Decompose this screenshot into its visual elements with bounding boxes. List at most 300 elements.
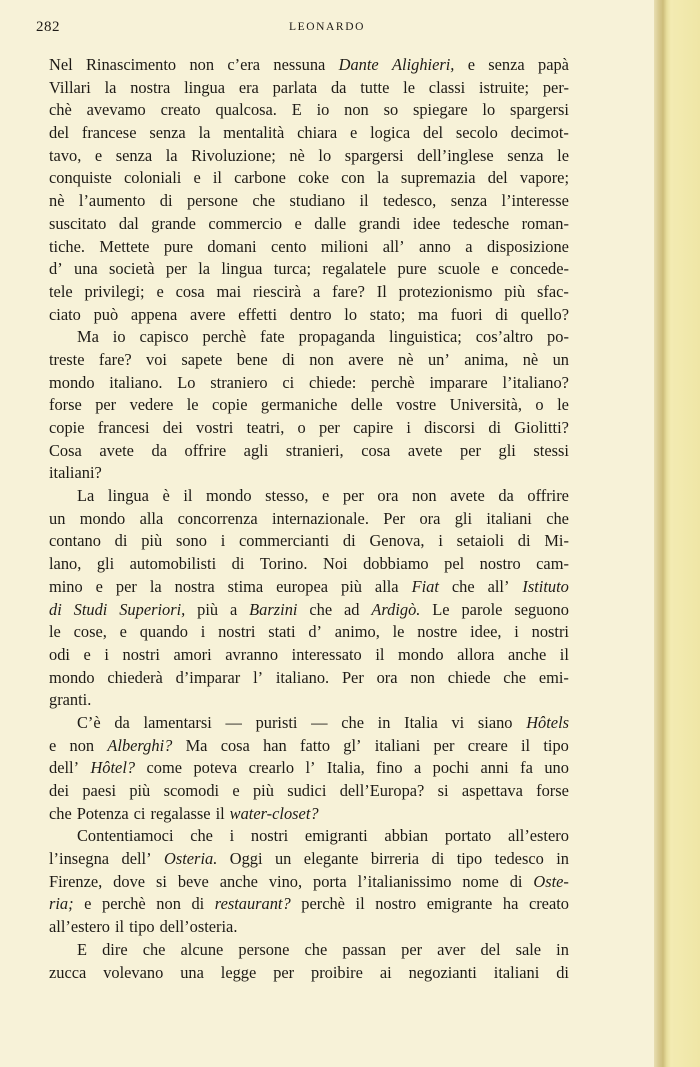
word: avete	[407, 440, 443, 460]
word: più	[252, 781, 274, 800]
word: odi	[49, 644, 70, 664]
word: e	[83, 644, 91, 664]
word: nostri	[218, 622, 256, 642]
word: di	[517, 531, 531, 551]
word: vino,	[268, 871, 303, 891]
text-line	[49, 644, 569, 667]
word: le	[557, 395, 569, 415]
word: c’era	[227, 55, 261, 74]
text-line	[49, 417, 569, 440]
word: supremazia	[400, 168, 476, 188]
word: con	[341, 168, 365, 188]
word: persone	[238, 939, 290, 959]
word: mondo	[49, 372, 95, 392]
word: offrire	[184, 440, 227, 460]
text-line	[49, 190, 569, 213]
word: mai	[216, 281, 242, 301]
word: che	[546, 508, 569, 528]
word: decimot-	[510, 123, 569, 143]
word: italiani	[486, 508, 532, 528]
word: lo	[318, 145, 332, 165]
word: per	[342, 486, 364, 506]
word: per	[165, 259, 187, 279]
word: di	[159, 191, 173, 211]
word: fino	[376, 758, 403, 778]
italic-word: Barzini	[249, 599, 298, 619]
text-line	[49, 712, 569, 735]
word: dell’Europa?	[339, 781, 425, 800]
word: fare?	[98, 349, 132, 369]
word: le	[186, 395, 199, 415]
word: italiano.	[275, 667, 330, 687]
italic-word: Fiat	[411, 576, 439, 596]
word: d’imparar	[175, 667, 241, 687]
word: i	[104, 644, 109, 664]
word: e	[467, 55, 475, 74]
word: ora	[376, 667, 398, 687]
word: pure	[397, 259, 427, 279]
word: dire	[102, 939, 128, 959]
word: gli	[498, 440, 516, 460]
word: senza	[115, 145, 153, 165]
word: Università,	[449, 395, 522, 415]
word: da	[151, 440, 167, 460]
word: gl’	[343, 735, 362, 755]
word: non	[344, 100, 369, 120]
word: i	[514, 622, 519, 642]
word: milioni	[320, 236, 369, 256]
word: quello?	[520, 304, 569, 324]
text-line	[49, 553, 569, 576]
word: più	[129, 781, 151, 800]
word: internazionale.	[271, 508, 369, 528]
word: capire	[353, 418, 394, 437]
word: le	[392, 622, 405, 642]
word: puristi	[255, 712, 298, 732]
word: senza	[149, 123, 186, 143]
italic-word: Hôtels	[526, 712, 569, 732]
text-line	[49, 689, 569, 712]
word: secolo	[455, 123, 498, 143]
word: animo,	[334, 622, 380, 642]
word: un	[49, 508, 66, 528]
text-line	[49, 440, 569, 463]
word: da	[114, 712, 130, 732]
word: nostri	[122, 644, 160, 664]
word: per	[95, 395, 117, 415]
word: interessato	[291, 644, 362, 664]
word: a	[465, 236, 473, 256]
word: cento	[271, 236, 307, 256]
word: tipo	[543, 735, 569, 755]
word: avranno	[225, 644, 279, 664]
word: e	[156, 281, 164, 301]
word: E	[291, 100, 302, 120]
word: tipo	[456, 849, 483, 869]
word: si	[155, 871, 167, 891]
text-line	[49, 485, 569, 508]
word: concorrenza	[177, 508, 258, 528]
word: offrire	[527, 486, 569, 506]
word: portato	[444, 826, 492, 846]
word: francese	[81, 123, 137, 143]
running-header	[0, 19, 654, 39]
word: —	[225, 712, 242, 732]
italic-word: water-closet?	[229, 803, 319, 823]
word: di	[342, 531, 356, 551]
word: tedesco,	[383, 191, 437, 211]
word: nè	[398, 349, 414, 369]
word: Noi	[322, 554, 348, 574]
word: birreria	[370, 849, 420, 869]
word: i	[200, 622, 206, 642]
word: aspettava	[461, 781, 523, 800]
text-line	[49, 508, 569, 531]
word: voi	[146, 349, 167, 369]
word: una	[180, 962, 204, 982]
word: mino	[49, 576, 83, 596]
word: Lo	[177, 372, 196, 392]
word: Rinascimento	[85, 55, 177, 74]
word: coke	[298, 168, 330, 188]
word: dell’	[121, 849, 152, 869]
italic-word: Istituto	[522, 576, 569, 596]
word: dell’osteria.	[159, 917, 238, 937]
word: Italia	[404, 712, 438, 732]
word: fatto	[299, 735, 331, 755]
word: dal	[118, 213, 139, 233]
word: del	[423, 123, 444, 143]
word: creato	[528, 894, 569, 914]
italic-word: Alighieri,	[392, 55, 455, 74]
word: persone	[186, 191, 238, 211]
word: creare	[467, 735, 508, 755]
word: l’aumento	[78, 191, 146, 211]
word: cosa	[175, 281, 205, 301]
word: dei	[49, 781, 70, 800]
word: all’estero	[49, 917, 110, 937]
italic-word: Dante	[338, 55, 379, 74]
word: zucca	[49, 962, 87, 982]
word: il	[559, 644, 569, 664]
word: l’italiano?	[502, 372, 569, 392]
word: lo	[344, 304, 358, 324]
word: emigranti	[304, 826, 368, 846]
italic-word: Alberghi?	[107, 735, 173, 755]
word: forse	[536, 781, 569, 800]
word: granti.	[49, 690, 92, 710]
word: domani	[207, 236, 257, 256]
word: bene	[236, 349, 268, 369]
word: —	[311, 712, 328, 732]
word: idee,	[470, 622, 502, 642]
word: aver	[437, 939, 466, 959]
word: e	[49, 735, 57, 755]
text-line	[49, 236, 569, 259]
word: privilegi;	[84, 281, 145, 301]
italic-word: Studi	[73, 599, 108, 619]
text-line	[49, 599, 569, 622]
word: chiede:	[308, 372, 357, 392]
word: del	[487, 168, 508, 188]
word: automobilisti	[129, 554, 217, 574]
word: Mi-	[544, 531, 569, 551]
word: alcune	[180, 939, 224, 959]
word: avete	[450, 486, 485, 506]
word: ha	[502, 894, 519, 914]
text-line	[49, 349, 569, 372]
word: La	[77, 486, 95, 506]
word: del	[49, 123, 70, 143]
word: i	[406, 418, 411, 437]
word: dell’	[49, 758, 80, 778]
word: e	[84, 894, 92, 914]
word: di	[488, 418, 502, 437]
word: capisco	[139, 327, 189, 347]
word: tedesche	[452, 213, 510, 233]
word: anche	[508, 644, 547, 664]
word: coloniali	[123, 168, 182, 188]
word: per	[115, 576, 137, 596]
word: emi-	[538, 667, 569, 687]
word: la	[104, 77, 117, 97]
word: Torino.	[259, 554, 308, 574]
word: nè	[289, 145, 305, 165]
word: chè	[49, 100, 72, 120]
word: l’insegna	[49, 849, 110, 869]
word: linguistica;	[389, 327, 462, 347]
word: Potenza	[76, 803, 129, 823]
word: dell’inglese	[417, 145, 494, 165]
word: allora	[457, 644, 495, 664]
word: Mettete	[99, 236, 150, 256]
word: nostro	[375, 894, 417, 914]
word: come	[146, 758, 183, 778]
word: è	[162, 486, 170, 506]
text-line	[49, 621, 569, 644]
word: paesi	[82, 781, 117, 800]
text-line	[49, 916, 569, 939]
word: nostra	[130, 77, 171, 97]
word: era	[238, 77, 259, 97]
word: Firenze,	[49, 871, 103, 891]
body-text	[49, 54, 569, 984]
word: che	[503, 667, 527, 687]
word: dobbiamo	[363, 554, 429, 574]
word: stesso,	[265, 486, 309, 506]
text-line	[49, 939, 569, 962]
word: vostri	[196, 418, 234, 437]
word: dove	[113, 871, 146, 891]
word: senza	[450, 191, 488, 211]
word: grande	[151, 213, 196, 233]
word: perchè	[301, 894, 345, 914]
word: elegante	[303, 849, 359, 869]
word: disposizione	[486, 236, 569, 256]
word: ad	[343, 599, 360, 619]
word: emigrante	[426, 894, 493, 914]
word: dalle	[314, 213, 347, 233]
word: un	[552, 349, 569, 369]
word: ora	[419, 508, 441, 528]
word: Rivoluzione;	[191, 145, 276, 165]
word: non	[189, 55, 215, 74]
word: per	[433, 735, 455, 755]
word: italiani	[374, 735, 421, 755]
word: a	[230, 599, 238, 619]
word: forse	[49, 395, 82, 415]
text-line	[49, 394, 569, 417]
word: setaioli	[456, 531, 504, 551]
word: francesi	[97, 418, 150, 437]
word: Il	[376, 281, 387, 301]
word: avere	[348, 349, 384, 369]
word: vapore;	[519, 168, 569, 188]
word: beve	[177, 871, 209, 891]
word: spiegare	[412, 100, 468, 120]
word: e	[491, 259, 499, 279]
word: più	[141, 531, 163, 551]
word: stima	[227, 576, 264, 596]
italic-word: Superiori,	[119, 599, 186, 619]
word: ma	[417, 304, 438, 324]
word: e	[94, 145, 103, 165]
word: tele	[49, 281, 73, 301]
word: po-	[547, 327, 569, 347]
word: logica	[370, 123, 411, 143]
word: l’	[253, 667, 264, 687]
word: stranieri,	[285, 440, 344, 460]
word: nostra	[174, 576, 215, 596]
book-gutter	[654, 0, 700, 1067]
word: Ma	[77, 327, 99, 347]
word: la	[198, 123, 211, 143]
word: effetti	[238, 304, 278, 324]
word: di	[231, 554, 245, 574]
word: e	[322, 486, 330, 506]
word: i	[229, 826, 235, 846]
word: e	[119, 622, 127, 642]
text-line	[49, 281, 569, 304]
word: che	[451, 576, 475, 596]
text-line	[49, 803, 569, 826]
word: papà	[538, 55, 569, 74]
text-line	[49, 99, 569, 122]
word: nostri	[531, 622, 569, 642]
word: un’	[427, 349, 450, 369]
word: Per	[341, 667, 364, 687]
word: in	[377, 712, 391, 732]
italic-word: di	[49, 599, 62, 619]
word: la	[198, 259, 211, 279]
word: d’	[308, 622, 322, 642]
word: scomodi	[163, 781, 220, 800]
word: per-	[542, 77, 569, 97]
word: la	[376, 168, 389, 188]
word: Cosa	[49, 440, 82, 460]
word: il	[215, 803, 225, 823]
word: di	[431, 849, 445, 869]
word: più	[504, 281, 526, 301]
word: sudici	[287, 781, 327, 800]
word: il	[520, 735, 531, 755]
word: E	[77, 939, 88, 959]
text-line	[49, 530, 569, 553]
word: Ma	[185, 735, 208, 755]
word: a	[313, 281, 321, 301]
word: spargersi	[344, 145, 404, 165]
word: anche	[219, 871, 258, 891]
text-line	[49, 735, 569, 758]
word: italiano.	[109, 372, 163, 392]
word: negozianti	[408, 962, 477, 982]
word: che	[309, 599, 333, 619]
word: legge	[220, 962, 257, 982]
word: porta	[313, 871, 347, 891]
word: lingua	[221, 259, 263, 279]
word: seguono	[514, 599, 569, 619]
word: di	[509, 871, 523, 891]
word: creato	[160, 100, 201, 120]
word: avete	[99, 440, 134, 460]
word: all’	[382, 236, 405, 256]
word: vostre	[396, 395, 437, 415]
word: anno	[418, 236, 451, 256]
word: chiederà	[107, 667, 163, 687]
word: del	[480, 939, 501, 959]
word: si	[437, 781, 449, 800]
word: tutte	[360, 77, 390, 97]
word: fuori	[450, 304, 483, 324]
word: avevamo	[86, 100, 146, 120]
word: di	[282, 349, 295, 369]
word: spargersi	[510, 100, 569, 120]
word: pochi	[432, 758, 470, 778]
word: e	[349, 123, 358, 143]
word: sfac-	[537, 281, 569, 301]
text-line	[49, 780, 569, 803]
word: può	[93, 304, 119, 324]
italic-word: restaurant?	[214, 894, 291, 914]
word: vedere	[129, 395, 174, 415]
word: ora	[377, 486, 399, 506]
word: Italia,	[326, 758, 365, 778]
word: cose,	[73, 622, 107, 642]
word: il	[183, 486, 193, 506]
word: la	[165, 145, 178, 165]
word: italiani?	[49, 463, 102, 483]
word: Nel	[49, 55, 73, 74]
word: e	[294, 213, 302, 233]
word: lo	[482, 100, 496, 120]
word: siano	[477, 712, 513, 732]
word: che	[252, 191, 276, 211]
text-line	[49, 871, 569, 894]
word: tipo	[129, 917, 155, 937]
word: lingua	[184, 77, 226, 97]
word: grandi	[358, 213, 401, 233]
word: Per	[383, 508, 406, 528]
text-line	[49, 848, 569, 871]
word: gli	[454, 508, 473, 528]
word: in	[556, 939, 569, 959]
word: scuole	[437, 259, 480, 279]
word: per	[273, 962, 295, 982]
word: lamentarsi	[143, 712, 212, 732]
word: che	[49, 803, 72, 823]
word: o	[297, 418, 306, 437]
word: che	[142, 939, 166, 959]
